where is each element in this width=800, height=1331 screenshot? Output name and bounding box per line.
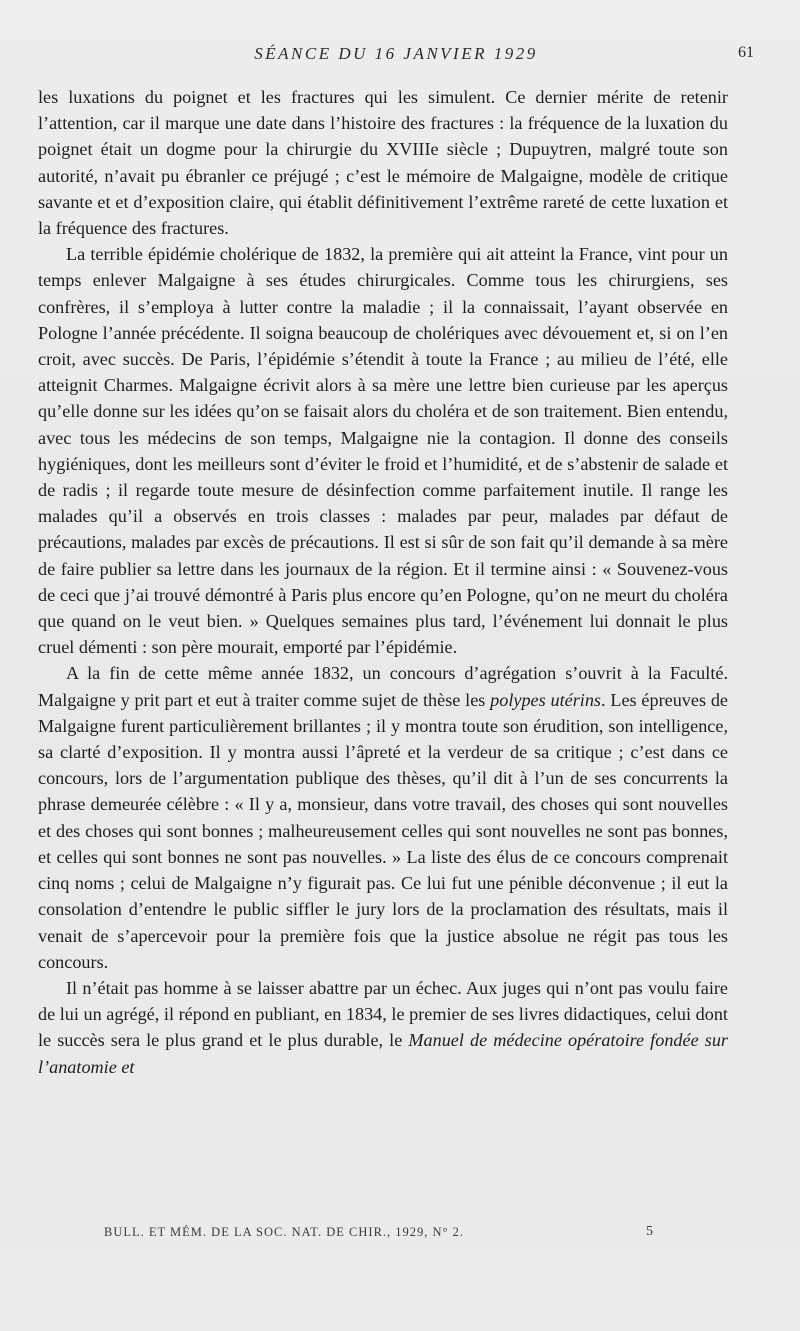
page-header <box>36 44 756 66</box>
body-text <box>38 84 728 1080</box>
paragraph-4 <box>38 975 728 1080</box>
paragraph-3-italic-title: polypes utérins <box>490 689 602 710</box>
paragraph-1: les luxations du poignet et les fractures qui les simulent. Ce dernier mérite de retenir l’attention, car il marque une date dans l’histoire des fractures : la fréquence de la luxation du poignet était un dogme pour la chirurgie du XVIIIe siècle ; Dupuytren, malgré toute son autorité, n’avait pu ébranler ce préjugé ; c’est le mémoire de Malgaigne, modèle de critique savante et et d’exposition claire, qui établit définitivement l’extrême rareté de cette luxation et la fréquence des fractures. <box>38 87 728 239</box>
paragraph-4-italic-title: Manuel de médecine opératoire fondée sur l’anatomie et <box>38 1030 728 1077</box>
page-number: 61 <box>738 44 754 61</box>
signature-mark: 5 <box>646 1224 654 1239</box>
page-footer <box>104 1225 664 1243</box>
paragraph-3-text-before: A la fin de cette même année 1832, un concours d’agrégation s’ouvrit à la Faculté. Malgaigne y prit part et eut à traiter comme sujet de thèse les <box>38 663 728 710</box>
bulletin-reference: BULL. ET MÉM. DE LA SOC. NAT. DE CHIR., 1929, N° 2. <box>104 1225 465 1239</box>
paragraph-3 <box>38 660 728 974</box>
paragraph-3-text-after: . Les épreuves de Malgaigne furent particulièrement brillantes ; il y montra toute son érudition, son intelligence, sa clarté d’exposition. Il y montra aussi l’âpreté et la verdeur de sa critique ; c’est dans ce concours, lors de l’argumentation publique des thèses, qu’il dit à l’un de ses concurrents la phrase demeurée célèbre : « Il y a, monsieur, dans votre travail, des choses qui sont nouvelles et des choses qui sont bonnes ; malheureusement celles qui sont nouvelles ne sont pas bonnes, et celles qui sont bonnes ne sont pas nouvelles. » La liste des élus de ce concours comprenait cinq noms ; celui de Malgaigne n’y figurait pas. Ce lui fut une pénible déconvenue ; il eut la consolation d’entendre le public siffler le jury lors de la proclamation des résultats, mais il venait de s’apercevoir pour la première fois que la justice absolue ne régit pas tous les concours. <box>38 689 728 972</box>
paragraph-4-text-before: Il n’était pas homme à se laisser abattre par un échec. Aux juges qui n’ont pas voulu faire de lui un agrégé, il répond en publiant, en 1834, le premier de ses livres didactiques, celui dont le succès sera le plus grand et le plus durable, le <box>38 977 728 1051</box>
running-head: SÉANCE DU 16 JANVIER 1929 <box>254 44 538 63</box>
paragraph-2: La terrible épidémie cholérique de 1832, la première qui ait atteint la France, vint pour un temps enlever Malgaigne à ses études chirurgicales. Comme tous les chirurgiens, ses confrères, il s’employa à lutter contre la maladie ; il la connaissait, l’ayant observée en Pologne l’année précédente. Il soigna beaucoup de cholériques avec dévouement et, si on l’en croit, avec succès. De Paris, l’épidémie s’étendit à toute la France ; au milieu de l’été, elle atteignit Charmes. Malgaigne écrivit alors à sa mère une lettre bien curieuse par les aperçus qu’elle donne sur les idées qu’on se faisait alors du choléra et de son traitement. Bien entendu, avec tous les médecins de son temps, Malgaigne nie la contagion. Il donne des conseils hygiéniques, dont les meilleurs sont d’éviter le froid et l’humidité, et de s’abstenir de salade et de radis ; il regarde toute mesure de désinfection comme parfaitement inutile. Il range les malades qu’il a observés en trois classes : malades par peur, malades par défaut de précautions, malades par excès de précautions. Il est si sûr de son fait qu’il demande à sa mère de faire publier sa lettre dans les journaux de la région. Et il termine ainsi : « Souvenez-vous de ceci que j’ai trouvé démontré à Paris plus encore qu’en Pologne, qu’on ne meurt du choléra que quand on le veut bien. » Quelques semaines plus tard, l’événement lui donnait le plus cruel démenti : son père mourait, emporté par l’épidémie. <box>38 244 728 658</box>
